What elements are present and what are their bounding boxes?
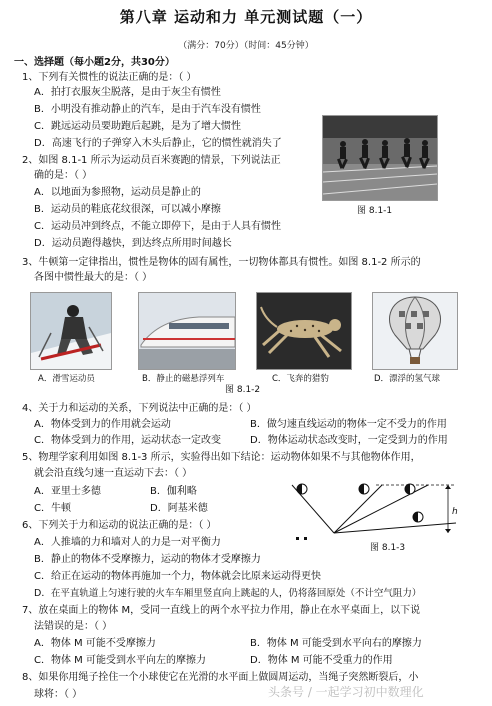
q5-stem-line1: 5、物理学家利用如图 8.1-3 所示，实验得出如下结论：运动物体如果不与其他物体作用，	[22, 452, 421, 463]
q4-option-a: A．物体受到力的作用就会运动	[34, 419, 171, 430]
q1-stem: 1、下列有关惯性的说法正确的是：（ ）	[22, 72, 197, 83]
exam-meta: （满分：70分）（时间：45分钟）	[178, 41, 314, 51]
q7-stem-line1: 7、放在桌面上的物体 M，受同一直线上的两个水平拉力作用，静止在水平桌面上，以下说	[22, 605, 421, 616]
caption-d: D．漂浮的氢气球	[374, 374, 441, 384]
q6-option-a: A．人推墙的力和墙对人的力是一对平衡力	[34, 537, 221, 548]
q7-option-a: A．物体 M 可能不受摩擦力	[34, 638, 156, 649]
height-label: h	[452, 507, 458, 517]
q6-option-b: B．静止的物体不受摩擦力，运动的物体才受摩擦力	[34, 554, 261, 565]
q6-option-d: D．在平直轨道上匀速行驶的火车车厢里竖直向上跳起的人，仍将落回原处（不计空气阻力）	[34, 588, 422, 599]
q2-stem-line2: 确的是：（ ）	[34, 170, 93, 181]
q2-option-a: A．以地面为参照物，运动员是静止的	[34, 187, 201, 198]
q4-option-b: B．做匀速直线运动的物体一定不受力的作用	[250, 419, 447, 430]
q6-stem: 6、下列关于力和运动的说法正确的是：（ ）	[22, 520, 217, 531]
q2-stem-line1: 2、如图 8.1-1 所示为运动员百米赛跑的情景，下列说法正	[22, 155, 281, 166]
sprint-photo	[322, 115, 438, 201]
incline-diagram	[288, 477, 464, 543]
skier-photo	[30, 292, 112, 370]
q2-option-d: D．运动员跑得越快，到达终点所用时间越长	[34, 238, 232, 249]
q7-option-b: B．物体 M 可能受到水平向右的摩擦力	[250, 638, 422, 649]
caption-b: B．静止的磁悬浮列车	[142, 374, 225, 384]
q1-option-c: C．跳远运动员要助跑后起跳，是为了增大惯性	[34, 121, 241, 132]
balloon-photo	[372, 292, 458, 370]
q1-option-d: D．高速飞行的子弹穿入木头后静止，它的惯性就消失了	[34, 138, 282, 149]
q7-option-d: D．物体 M 可能不受重力的作用	[250, 655, 393, 666]
q5-option-d: D．阿基米德	[150, 503, 208, 514]
q2-option-c: C．运动员冲到终点，不能立即停下，是由于人具有惯性	[34, 221, 281, 232]
caption-a: A．滑雪运动员	[38, 374, 95, 384]
q8-stem: 8、如果你用绳子拴住一个小球使它在光滑的水平面上做圆周运动，当绳子突然断裂后，小	[22, 672, 419, 683]
cheetah-photo	[256, 292, 352, 370]
watermark: 头条号 / 一起学习初中数理化	[268, 685, 424, 699]
section-heading: 一、选择题（每小题2分，共30分）	[14, 57, 175, 68]
q5-stem-line2: 就会沿直线匀速一直运动下去：（ ）	[34, 468, 193, 479]
q6-option-c: C．给正在运动的物体再施加一个力，物体就会比原来运动得更快	[34, 571, 321, 582]
q4-option-d: D．物体运动状态改变时，一定受到力的作用	[250, 435, 448, 446]
page-title: 第八章 运动和力 单元测试题（一）	[119, 8, 373, 26]
q5-option-b: B．伽利略	[150, 486, 197, 497]
figure-8-1-3-label: 图 8.1-3	[370, 543, 406, 553]
q2-option-b: B．运动员的鞋底花纹很深，可以减小摩擦	[34, 204, 221, 215]
caption-c: C．飞奔的猎豹	[272, 374, 329, 384]
maglev-train-photo	[138, 292, 236, 370]
q3-stem-line2: 各图中惯性最大的是：（ ）	[34, 272, 153, 283]
q5-option-a: A．亚里士多德	[34, 486, 101, 497]
q4-stem: 4、关于力和运动的关系，下列说法中正确的是：（ ）	[22, 403, 257, 414]
figure-8-1-1-label: 图 8.1-1	[357, 206, 393, 216]
q5-option-c: C．牛顿	[34, 503, 71, 514]
q1-option-a: A．拍打衣服灰尘脱落，是由于灰尘有惯性	[34, 87, 221, 98]
q4-option-c: C．物体受到力的作用，运动状态一定改变	[34, 435, 221, 446]
figure-8-1-2-label: 图 8.1-2	[225, 385, 261, 395]
q8-stem-tail: 球将：（ ）	[34, 689, 83, 700]
q3-stem-line1: 3、牛顿第一定律指出，惯性是物体的固有属性，一切物体都具有惯性。如图 8.1-2 所示的	[22, 257, 421, 268]
q7-stem-line2: 法错误的是：（ ）	[34, 621, 113, 632]
q7-option-c: C．物体 M 可能受到水平向左的摩擦力	[34, 655, 206, 666]
q1-option-b: B．小明没有推动静止的汽车，是由于汽车没有惯性	[34, 104, 261, 115]
